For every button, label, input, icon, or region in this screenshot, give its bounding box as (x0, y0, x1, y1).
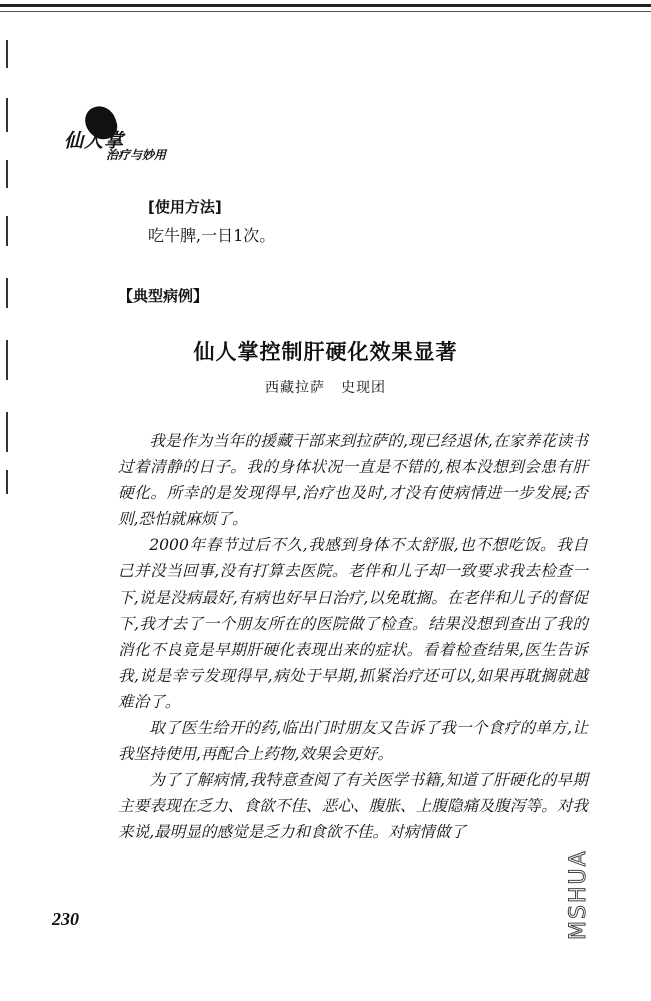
margin-mark (6, 216, 8, 246)
margin-mark (6, 278, 8, 308)
body-paragraph: 2000年春节过后不久,我感到身体不太舒服,也不想吃饭。我自己并没当回事,没有打算去医院。老伴和儿子却一致要求我去检查一下,说是没病最好,有病也好早日治疗,以免耽搁。在老伴和儿子的督促下,我才去了一个朋友所在的医院做了检查。结果没想到查出了我的消化不良竟是早期肝硬化表现出来的症状。看着检查结果,医生告诉我,说是幸亏发现得早,病处于早期,抓紧治疗还可以,如果再耽搁就越难治了。 (118, 536, 588, 711)
author-location: 西藏拉萨 (265, 380, 325, 396)
running-header (58, 104, 238, 162)
margin-mark (6, 160, 8, 188)
body-paragraph: 我是作为当年的援藏干部来到拉萨的,现已经退休,在家养花读书过着清静的日子。我的身体状况一直是不错的,根本没想到会患有肝硬化。所幸的是发现得早,治疗也及时,才没有使病情进一步发展;否则,恐怕就麻烦了。 (118, 432, 588, 529)
case-heading: 【典型病例】 (118, 287, 209, 305)
body-paragraph: 取了医生给开的药,临出门时朋友又告诉了我一个食疗的单方,让我坚持使用,再配合上药物,效果会更好。 (118, 719, 588, 764)
page-number: 230 (52, 909, 79, 929)
margin-mark (6, 98, 8, 132)
article-title: 仙人掌控制肝硬化效果显著 (193, 340, 458, 364)
top-rule (0, 4, 651, 7)
usage-text: 吃牛脾,一日1次。 (148, 226, 276, 245)
margin-mark (6, 40, 8, 68)
top-rule-thin (0, 11, 651, 12)
margin-mark (6, 470, 8, 494)
book-subtitle: 治疗与妙用 (106, 148, 167, 162)
author-name: 史现团 (341, 380, 386, 396)
usage-heading: [使用方法] (148, 198, 222, 216)
body-paragraph: 为了了解病情,我特意查阅了有关医学书籍,知道了肝硬化的早期主要表现在乏力、食欲不佳、恶心、腹胀、上腹隐痛及腹泻等。对我来说,最明显的感觉是乏力和食欲不佳。对病情做了 (118, 771, 588, 842)
book-title: 仙人掌 (64, 130, 125, 152)
article-body (118, 428, 588, 846)
margin-mark (6, 412, 8, 452)
watermark: MSHUA (566, 849, 591, 940)
byline (0, 377, 651, 397)
